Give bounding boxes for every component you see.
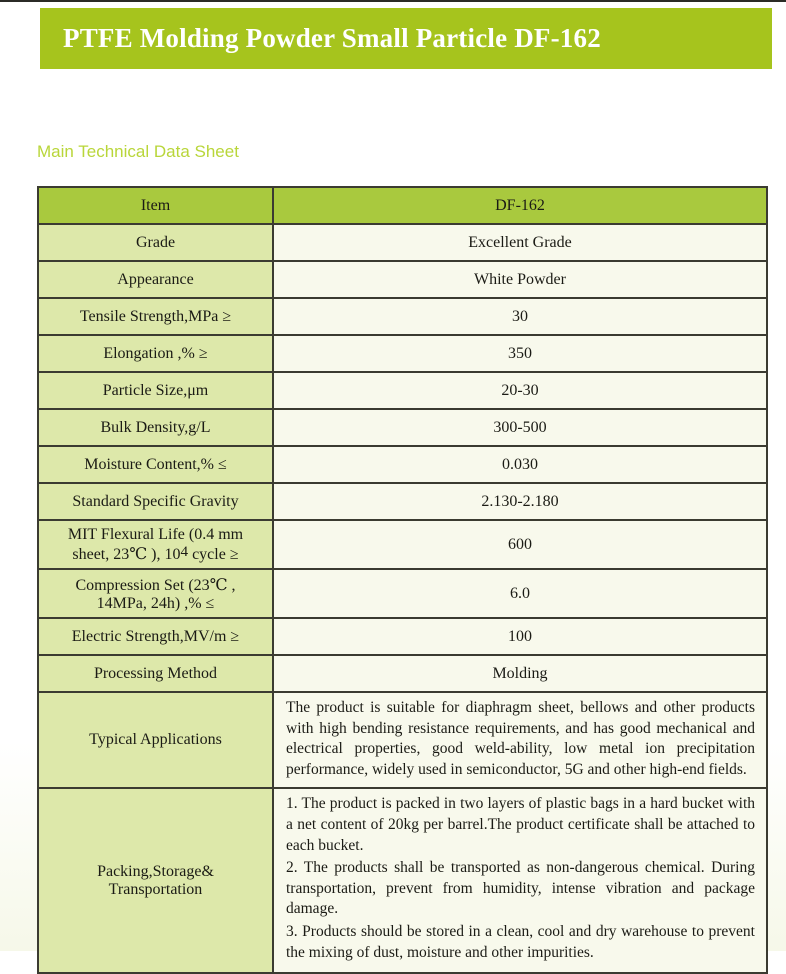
row-label: Packing,Storage& Transportation — [38, 788, 273, 973]
row-value: Molding — [273, 655, 767, 692]
row-label: Electric Strength,MV/m ≥ — [38, 618, 273, 655]
table-row-elongation — [38, 335, 767, 372]
mit-label-post: cycle ≥ — [188, 545, 239, 563]
row-value: 20-30 — [273, 372, 767, 409]
table-row-electric-strength — [38, 618, 767, 655]
row-label: Particle Size,μm — [38, 372, 273, 409]
table-row-specific-gravity — [38, 483, 767, 520]
page-title: PTFE Molding Powder Small Particle DF-162 — [63, 23, 601, 53]
row-label: Elongation ,% ≥ — [38, 335, 273, 372]
row-value: 6.0 — [273, 569, 767, 618]
row-label — [38, 520, 273, 569]
table-row-bulk-density — [38, 409, 767, 446]
row-value: 30 — [273, 298, 767, 335]
mit-label-superscript: 4 — [180, 542, 189, 560]
table-row-processing-method — [38, 655, 767, 692]
row-label: Moisture Content,% ≤ — [38, 446, 273, 483]
top-rule — [0, 0, 786, 2]
row-value: 100 — [273, 618, 767, 655]
table-row-moisture-content — [38, 446, 767, 483]
table-row-grade — [38, 224, 767, 261]
row-label: Processing Method — [38, 655, 273, 692]
row-value: DF-162 — [273, 187, 767, 224]
table-row-mit-flexural-life — [38, 520, 767, 569]
row-value: Excellent Grade — [273, 224, 767, 261]
row-value: The product is suitable for diaphragm sheet, bellows and other products with high bending resistance requirements, and has good mechanical and electrical properties, good weld-ability, low metal ion precipitation performance, widely used in semiconductor, 5G and other high-end fields. — [273, 692, 767, 788]
row-value: 0.030 — [273, 446, 767, 483]
row-label: Item — [38, 187, 273, 224]
table-row-item — [38, 187, 767, 224]
table-row-packing-storage-transportation — [38, 788, 767, 973]
mit-label-pre: MIT Flexural Life (0.4 mm sheet, 23℃ ), 10 — [67, 525, 244, 563]
packing-item-2: 2. The products shall be transported as non-dangerous chemical. During transportation, prevent from humidity, intense vibration and package damage. — [286, 859, 755, 918]
table-row-tensile-strength — [38, 298, 767, 335]
row-label: Standard Specific Gravity — [38, 483, 273, 520]
row-value: White Powder — [273, 261, 767, 298]
table-row-compression-set — [38, 569, 767, 618]
section-heading: Main Technical Data Sheet — [37, 142, 239, 161]
row-label: Tensile Strength,MPa ≥ — [38, 298, 273, 335]
row-label: Grade — [38, 224, 273, 261]
row-value: 2.130-2.180 — [273, 483, 767, 520]
table-row-appearance — [38, 261, 767, 298]
title-banner — [40, 8, 772, 69]
row-label: Appearance — [38, 261, 273, 298]
row-value — [273, 788, 767, 973]
row-value: 350 — [273, 335, 767, 372]
row-value: 300-500 — [273, 409, 767, 446]
table-row-particle-size — [38, 372, 767, 409]
row-value: 600 — [273, 520, 767, 569]
row-label: Bulk Density,g/L — [38, 409, 273, 446]
packing-item-1: 1. The product is packed in two layers of plastic bags in a hard bucket with a net content of 20kg per barrel.The product certificate shall be attached to each bucket. — [286, 795, 755, 854]
data-sheet-table — [37, 186, 768, 974]
row-label: Typical Applications — [38, 692, 273, 788]
row-label: Compression Set (23℃ , 14MPa, 24h) ,% ≤ — [38, 569, 273, 618]
packing-item-3: 3. Products should be stored in a clean, cool and dry warehouse to prevent the mixing of dust, moisture and other impurities. — [286, 923, 755, 961]
table-row-typical-applications — [38, 692, 767, 788]
